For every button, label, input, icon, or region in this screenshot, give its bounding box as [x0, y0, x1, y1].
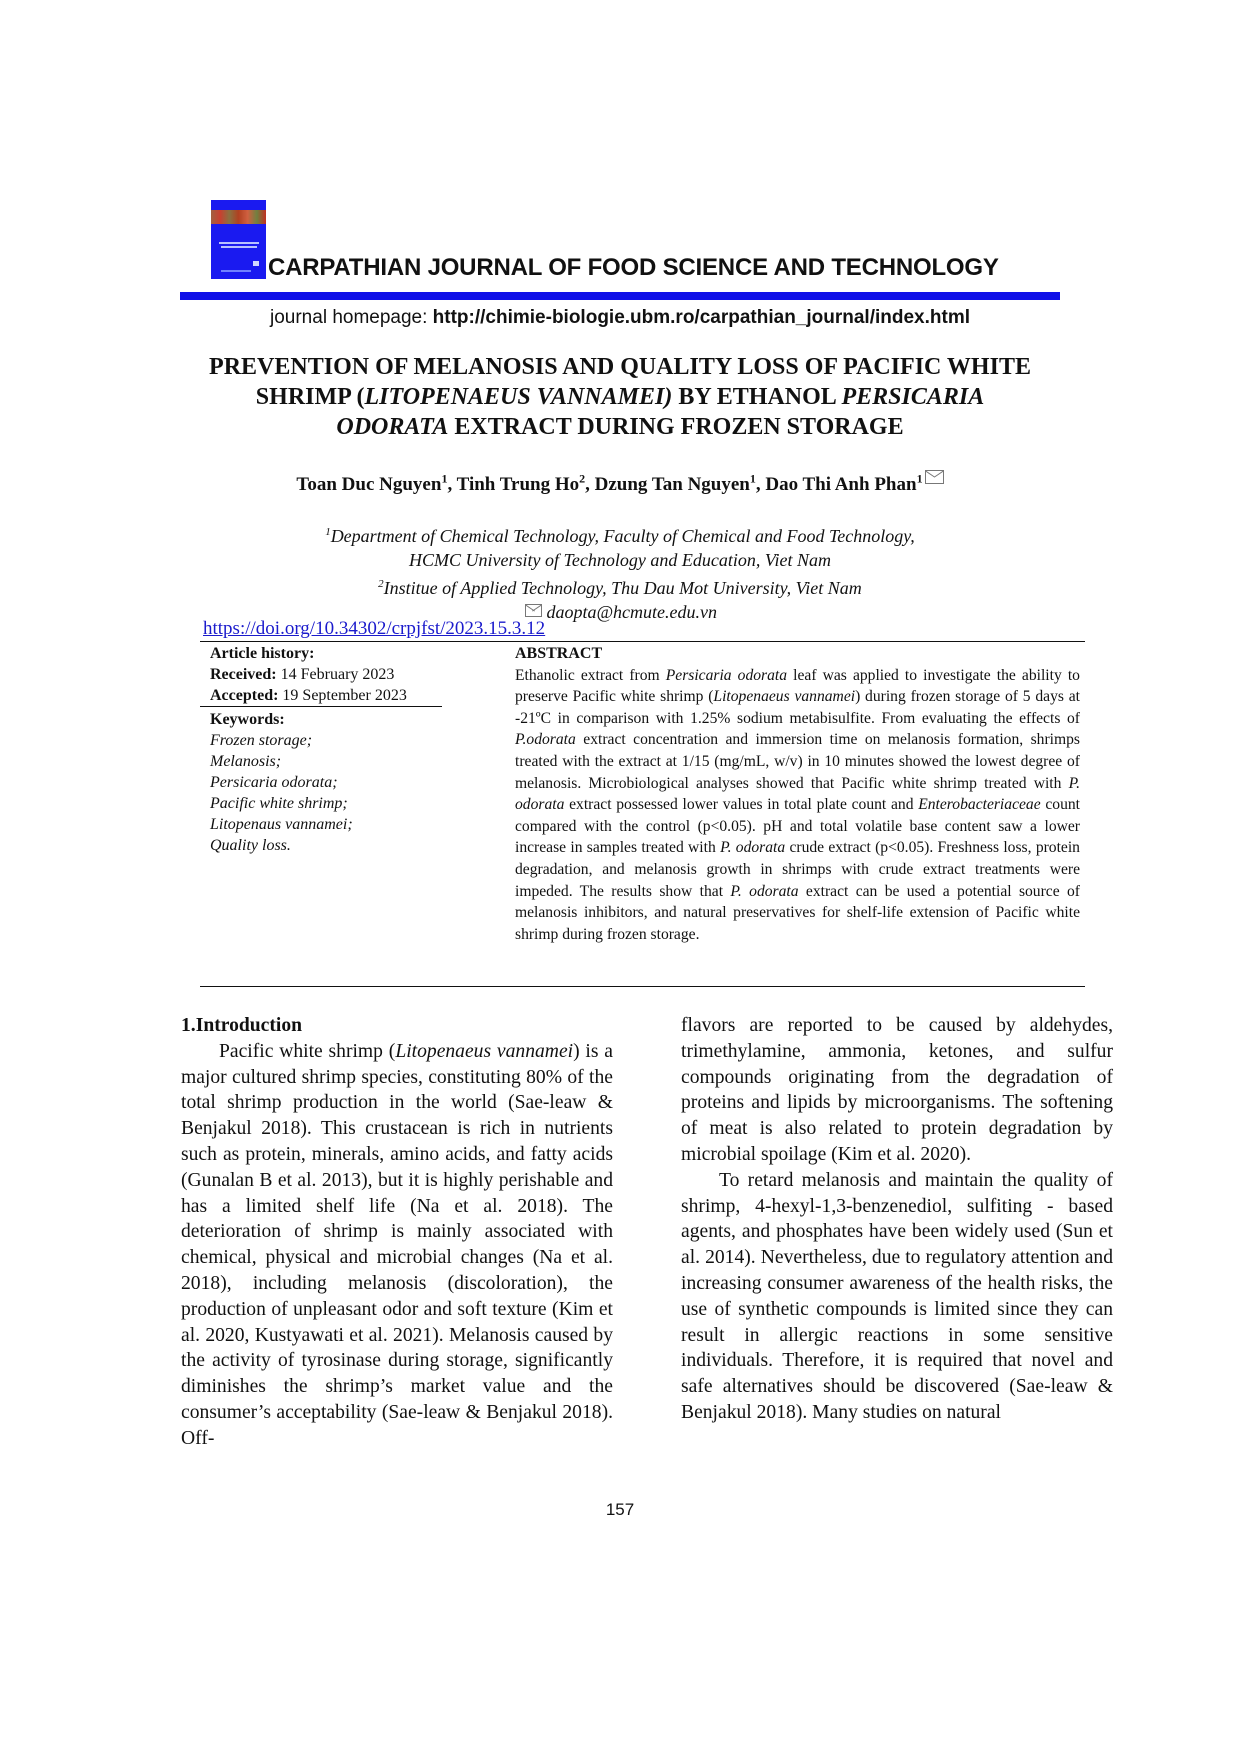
email-link[interactable]: daopta@hcmute.edu.vn — [546, 602, 718, 622]
keyword: Persicaria odorata; — [210, 774, 338, 791]
keyword: Quality loss. — [210, 837, 291, 854]
abstract-bottom-rule — [200, 986, 1085, 987]
author-list — [150, 470, 1090, 496]
abstract-heading: ABSTRACT — [515, 645, 603, 662]
page-number: 157 — [605, 1500, 635, 1519]
envelope-icon — [525, 604, 542, 617]
paragraph: To retard melanosis and maintain the quality of shrimp, 4-hexyl-1,3-benzenediol, sulfiting - based agents, and phosphates have been widely used (Sun et al. 2014). Nevertheless, due to regulatory attention and increasing consumer awareness of the health risks, the use of synthetic compounds is limited since they can result in allergic reactions in some sensitive individuals. Therefore, it is required that novel and safe alternatives should be discovered (Sae-leaw & Benjakul 2018). Many studies on natural — [681, 1169, 1113, 1423]
author: Dzung Tan Nguyen$^1$, — [594, 471, 766, 495]
history-label: Article history: — [210, 645, 315, 662]
body-column-left — [181, 1013, 613, 1452]
accepted-date: Accepted: 19 September 2023 — [210, 687, 407, 704]
homepage-label: journal homepage: — [270, 307, 433, 328]
section-heading: 1.Introduction — [181, 1015, 303, 1036]
affiliation-2: $^2$Institue of Applied Technology, Thu Dau Mot University, Viet Nam — [378, 578, 862, 598]
author: Dao Thi Anh Phan$^1$ — [765, 471, 923, 495]
keyword: Litopenaus vannamei; — [210, 816, 353, 833]
header-rule — [180, 292, 1060, 300]
keywords-label: Keywords: — [210, 711, 285, 728]
abstract — [515, 643, 1080, 945]
info-top-rule — [200, 641, 1085, 642]
article-info — [210, 643, 460, 856]
journal-cover-icon — [211, 200, 266, 279]
title-line-3: ODORATA EXTRACT DURING FROZEN STORAGE — [336, 414, 904, 440]
keyword: Frozen storage; — [210, 732, 313, 749]
journal-name: CARPATHIAN JOURNAL OF FOOD SCIENCE AND TECHNOLOGY — [268, 254, 999, 281]
paper-title — [150, 352, 1090, 442]
keyword: Melanosis; — [210, 753, 282, 770]
affiliation-1-cont: HCMC University of Technology and Education, Viet Nam — [409, 550, 831, 570]
paragraph: Pacific white shrimp (Litopenaeus vannamei) is a major cultured shrimp species, constituting 80% of the total shrimp production in the world (Sae-leaw & Benjakul 2018). This crustacean is rich in nutrients such as protein, minerals, amino acids, and fatty acids (Gunalan B et al. 2013), but it is highly perishable and has a limited shelf life (Na et al. 2018). The deterioration of shrimp is mainly associated with chemical, physical and microbial changes (Na et al. 2018), including melanosis (discoloration), the production of unpleasant odor and soft texture (Kim et al. 2020, Kustyawati et al. 2021). Melanosis caused by the activity of tyrosinase during storage, significantly diminishes the shrimp’s market value and the consumer’s acceptability (Sae-leaw & Benjakul 2018). Off- — [181, 1040, 613, 1449]
title-line-1: PREVENTION OF MELANOSIS AND QUALITY LOSS OF PACIFIC WHITE — [209, 354, 1031, 380]
abstract-text: Ethanolic extract from Persicaria odorata leaf was applied to investigate the ability to preserve Pacific white shrimp (Litopenaeus vannamei) during frozen storage of 5 days at -21ºC in comparison with 1.25% sodium metabisulfite. From evaluating the effects of P.odorata extract concentration and immersion time on melanosis formation, shrimps treated with the extract at 1/15 (mg/mL, w/v) in 10 minutes showed the lowest degree of melanosis. Microbiological analyses showed that Pacific white shrimp treated with P. odorata extract possessed lower values in total plate count and Enterobacteriaceae count compared with the control (p<0.05). pH and total volatile base content saw a lower increase in samples treated with P. odorata crude extract (p<0.05). Freshness loss, protein degradation, and melanosis growth in shrimps with crude extract treatments were impeded. The results show that P. odorata extract can be used a potential source of melanosis inhibitors, and natural preservatives for shelf-life extension of Pacific white shrimp during frozen storage. — [515, 666, 1080, 943]
keyword: Pacific white shrimp; — [210, 795, 348, 812]
body-column-right — [681, 1013, 1113, 1426]
envelope-icon — [925, 470, 944, 484]
paragraph: flavors are reported to be caused by aldehydes, trimethylamine, ammonia, ketones, and sulfur compounds originating from the degradation of proteins and lipids by microorganisms. The softening of meat is also related to protein degradation by microbial spoilage (Kim et al. 2020). — [681, 1015, 1113, 1165]
affiliations — [150, 520, 1090, 624]
title-line-2: SHRIMP (LITOPENAEUS VANNAMEI) BY ETHANOL PERSICARIA — [255, 384, 985, 410]
received-date: Received: 14 February 2023 — [210, 666, 395, 683]
homepage-link[interactable]: http://chimie-biologie.ubm.ro/carpathian_journal/index.html — [432, 307, 970, 328]
doi-link[interactable]: https://doi.org/10.34302/crpjfst/2023.15.3.12 — [203, 618, 546, 639]
journal-homepage — [0, 307, 1240, 329]
author: Toan Duc Nguyen$^1$, — [296, 471, 457, 495]
author: Tinh Trung Ho$^2$, — [456, 471, 595, 495]
affiliation-1: $^1$Department of Chemical Technology, Faculty of Chemical and Food Technology, — [325, 526, 915, 546]
